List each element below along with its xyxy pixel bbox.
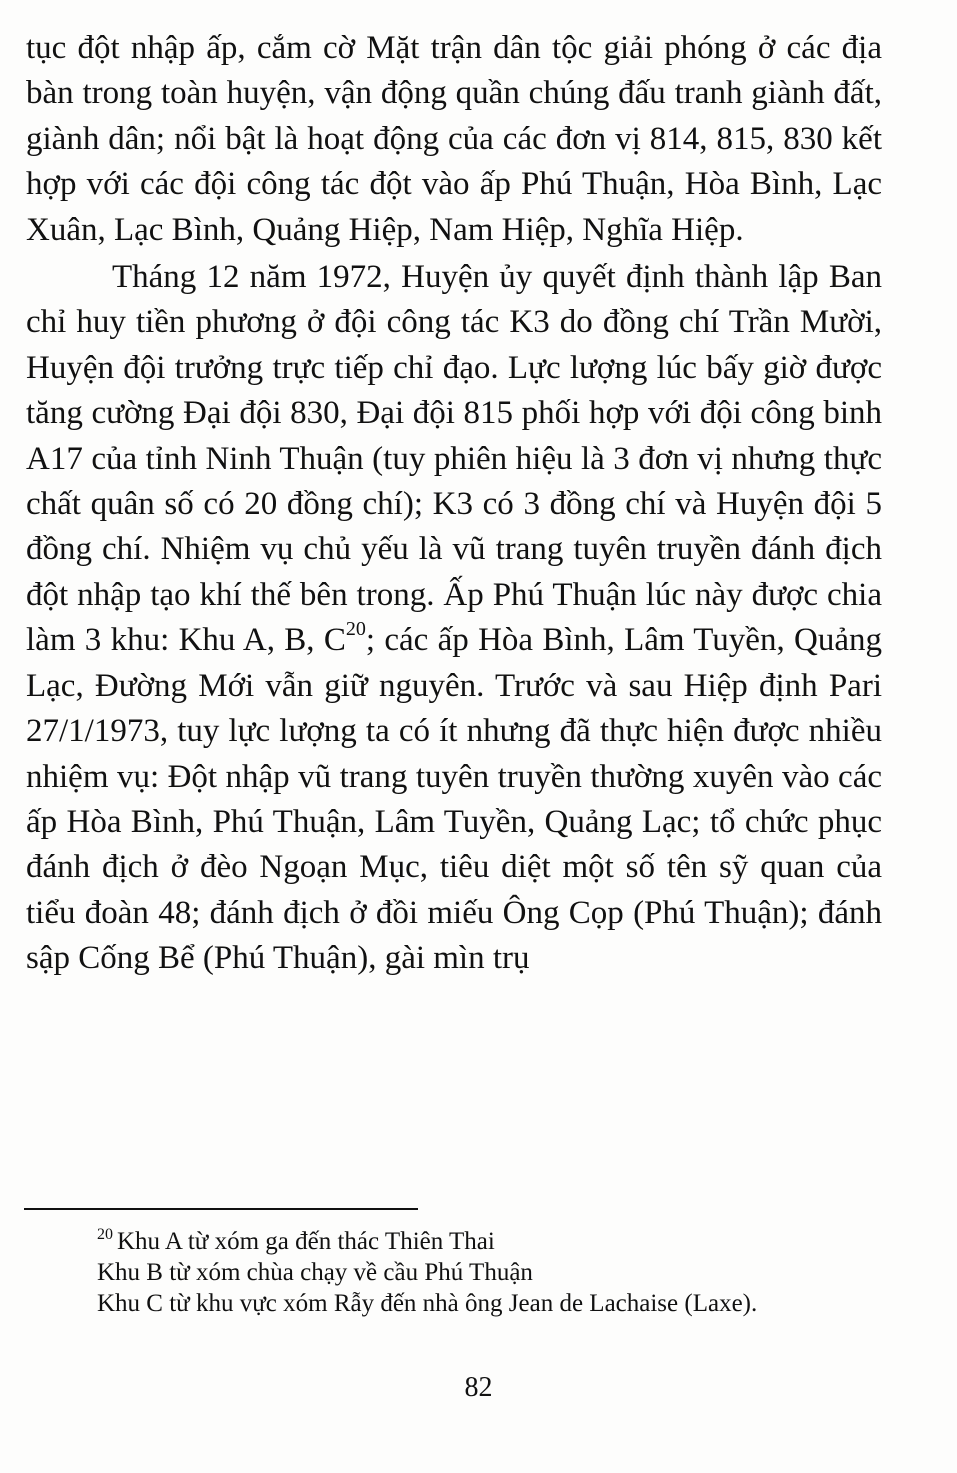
body-text (26, 26, 882, 982)
footnote-divider (24, 1208, 418, 1210)
footnote-line-3: Khu C từ khu vực xóm Rẫy đến nhà ông Jean de Lachaise (Laxe). (97, 1290, 758, 1317)
footnote-text-1: Khu A từ xóm ga đến thác Thiên Thai (117, 1228, 495, 1255)
footnote-line-1 (97, 1226, 897, 1257)
footnote-reference: 20 (345, 618, 366, 641)
paragraph-2-text-start: Tháng 12 năm 1972, Huyện ủy quyết định thành lập Ban chỉ huy tiền phương ở đội công tác K3 do đồng chí Trần Mười, Huyện đội trưởng trực tiếp chỉ đạo. Lực lượng lúc bấy giờ được tăng cường Đại đội 830, Đại đội 815 phối hợp với đội công binh A17 của tỉnh Ninh Thuận (tuy phiên hiệu là 3 đơn vị nhưng thực chất quân số có 20 đồng chí); K3 có 3 đồng chí và Huyện đội 5 đồng chí. Nhiệm vụ chủ yếu là vũ trang tuyên truyền đánh địch đột nhập tạo khí thế bên trong. Ấp Phú Thuận lúc này được chia làm 3 khu: Khu A, B, C (26, 259, 882, 659)
footnote-number: 20 (97, 1226, 113, 1243)
paragraph-2-text-end: ; các ấp Hòa Bình, Lâm Tuyền, Quảng Lạc, Đường Mới vẫn giữ nguyên. Trước và sau Hiệp định Pari 27/1/1973, tuy lực lượng ta có ít nhưng đã thực hiện được nhiều nhiệm vụ: Đột nhập vũ trang tuyên truyền thường xuyên vào các ấp Hòa Bình, Phú Thuận, Lâm Tuyền, Quảng Lạc; tổ chức phục đánh địch ở đèo Ngoạn Mục, tiêu diệt một số tên sỹ quan của tiểu đoàn 48; đánh địch ở đồi miếu Ông Cọp (Phú Thuận); đánh sập Cống Bể (Phú Thuận), gài mìn trụ (26, 622, 882, 977)
paragraph-2 (26, 255, 882, 982)
footnotes (97, 1226, 897, 1319)
page-number: 82 (464, 1372, 493, 1403)
paragraph-1: tục đột nhập ấp, cắm cờ Mặt trận dân tộc giải phóng ở các địa bàn trong toàn huyện, vận động quần chúng đấu tranh giành đất, giành dân; nổi bật là hoạt động của các đơn vị 814, 815, 830 kết hợp với các đội công tác đột vào ấp Phú Thuận, Hòa Bình, Lạc Xuân, Lạc Bình, Quảng Hiệp, Nam Hiệp, Nghĩa Hiệp. (26, 30, 882, 248)
footnote-line-2: Khu B từ xóm chùa chạy về cầu Phú Thuận (97, 1259, 533, 1286)
